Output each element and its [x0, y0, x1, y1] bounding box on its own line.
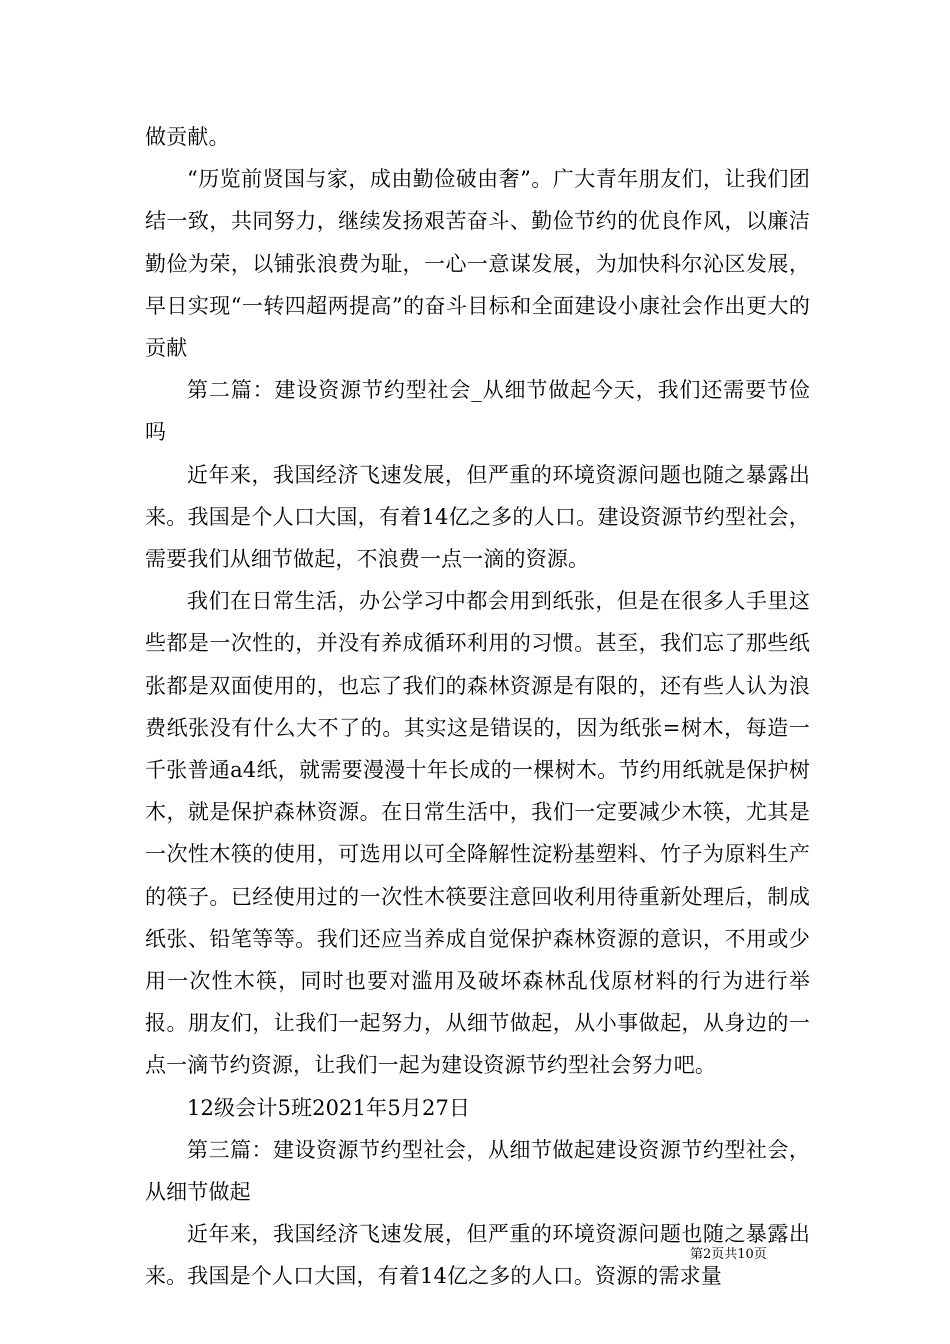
paragraph-part-three-intro: 近年来，我国经济飞速发展，但严重的环境资源问题也随之暴露出来。我国是个人口大国，有着14亿之多的人口。资源的需求量	[145, 1222, 810, 1289]
paragraph-quote: “历览前贤国与家，成由勤俭破由奢”。广大青年朋友们，让我们团结一致，共同努力，继续发扬艰苦奋斗、勤俭节约的优良作风，以廉洁勤俭为荣，以铺张浪费为耻，一心一意谋发展，为加快科尔沁区发展，早日实现“一转四超两提高”的奋斗目标和全面建设小康社会作出更大的贡献	[145, 167, 810, 361]
section-heading-part-two: 第二篇：建设资源节约型社会_从细节做起今天，我们还需要节俭吗	[145, 378, 810, 445]
page-number-footer: 第2页共10页	[690, 1247, 767, 1262]
signature-date-line: 12级会计5班2021年5月27日	[187, 1095, 471, 1120]
section-heading-part-three: 第三篇：建设资源节约型社会，从细节做起建设资源节约型社会，从细节做起	[145, 1137, 810, 1205]
paragraph-part-two-intro: 近年来，我国经济飞速发展，但严重的环境资源问题也随之暴露出来。我国是个人口大国，有着14亿之多的人口。建设资源节约型社会，需要我们从细节做起，不浪费一点一滴的资源。	[145, 462, 810, 572]
paragraph-part-two-body: 我们在日常生活，办公学习中都会用到纸张，但是在很多人手里这些都是一次性的，并没有养成循环利用的习惯。甚至，我们忘了那些纸张都是双面使用的，也忘了我们的森林资源是有限的，还有些人认为浪费纸张没有什么大不了的。其实这是错误的，因为纸张=树木，每造一千张普通a4纸，就需要漫漫十年长成的一棵树木。节约用纸就是保护树木，就是保护森林资源。在日常生活中，我们一定要减少木筷，尤其是一次性木筷的使用，可选用以可全降解性淀粉基塑料、竹子为原料生产的筷子。已经使用过的一次性木筷要注意回收利用待重新处理后，制成纸张、铅笔等等。我们还应当养成自觉保护森林资源的意识，不用或少用一次性木筷，同时也要对滥用及破坏森林乱伐原材料的行为进行举报。朋友们，让我们一起努力，从细节做起，从小事做起，从身边的一点一滴节约资源，让我们一起为建设资源节约型社会努力吧。	[145, 589, 810, 1078]
paragraph-continuation: 做贡献。	[145, 125, 230, 149]
document-body	[145, 116, 810, 1298]
